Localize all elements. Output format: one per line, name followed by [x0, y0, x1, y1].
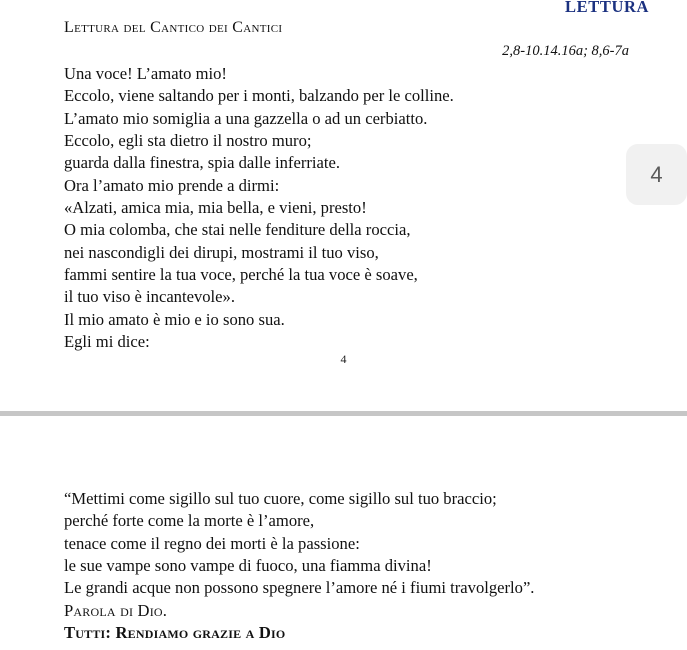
verse-line: O mia colomba, che stai nelle fenditure della roccia, — [64, 220, 411, 240]
verse-block-page-1 — [64, 63, 664, 353]
section-header: LETTURA — [565, 0, 649, 16]
verse-line: Egli mi dice: — [64, 332, 150, 352]
verse-line: Eccolo, viene saltando per i monti, balzando per le colline. — [64, 86, 454, 106]
verse-line: “Mettimi come sigillo sul tuo cuore, come sigillo sul tuo braccio; — [64, 489, 497, 508]
verse-line: Ora l’amato mio prende a dirmi: — [64, 175, 280, 195]
verse-line: guarda dalla finestra, spia dalle inferriate. — [64, 153, 340, 173]
verse-line: «Alzati, amica mia, mia bella, e vieni, presto! — [64, 198, 367, 218]
verse-line: Eccolo, egli sta dietro il nostro muro; — [64, 131, 312, 151]
document-page-2 — [0, 416, 687, 650]
page-indicator-badge — [626, 144, 687, 205]
verse-line: nei nascondigli dei dirupi, mostrami il tuo viso, — [64, 242, 379, 262]
verse-line: L’amato mio somiglia a una gazzella o ad un cerbiatto. — [64, 108, 428, 128]
verse-line: Una voce! L’amato mio! — [64, 64, 227, 83]
verse-line: il tuo viso è incantevole». — [64, 287, 235, 307]
verse-line: Il mio amato è mio e io sono sua. — [64, 309, 285, 329]
reading-title: Lettura del Cantico dei Cantici — [64, 19, 283, 36]
verse-line: Le grandi acque non possono spegnere l’amore né i fiumi travolgerlo”. — [64, 578, 535, 598]
verse-line: tenace come il regno dei morti è la passione: — [64, 533, 360, 553]
scripture-reference: 2,8-10.14.16a; 8,6-7a — [502, 43, 629, 59]
closing-line-parola-di-dio: Parola di Dio. — [64, 600, 168, 620]
closing-line-response: Tutti: Rendiamo grazie a Dio — [64, 623, 286, 643]
verse-line: fammi sentire la tua voce, perché la tua voce è soave, — [64, 265, 418, 285]
verse-line: perché forte come la morte è l’amore, — [64, 511, 315, 531]
page-indicator-number: 4 — [650, 161, 663, 187]
verse-line: le sue vampe sono vampe di fuoco, una fiamma divina! — [64, 556, 432, 576]
verse-block-page-2 — [64, 488, 674, 644]
page-footer-number: 4 — [340, 352, 347, 366]
